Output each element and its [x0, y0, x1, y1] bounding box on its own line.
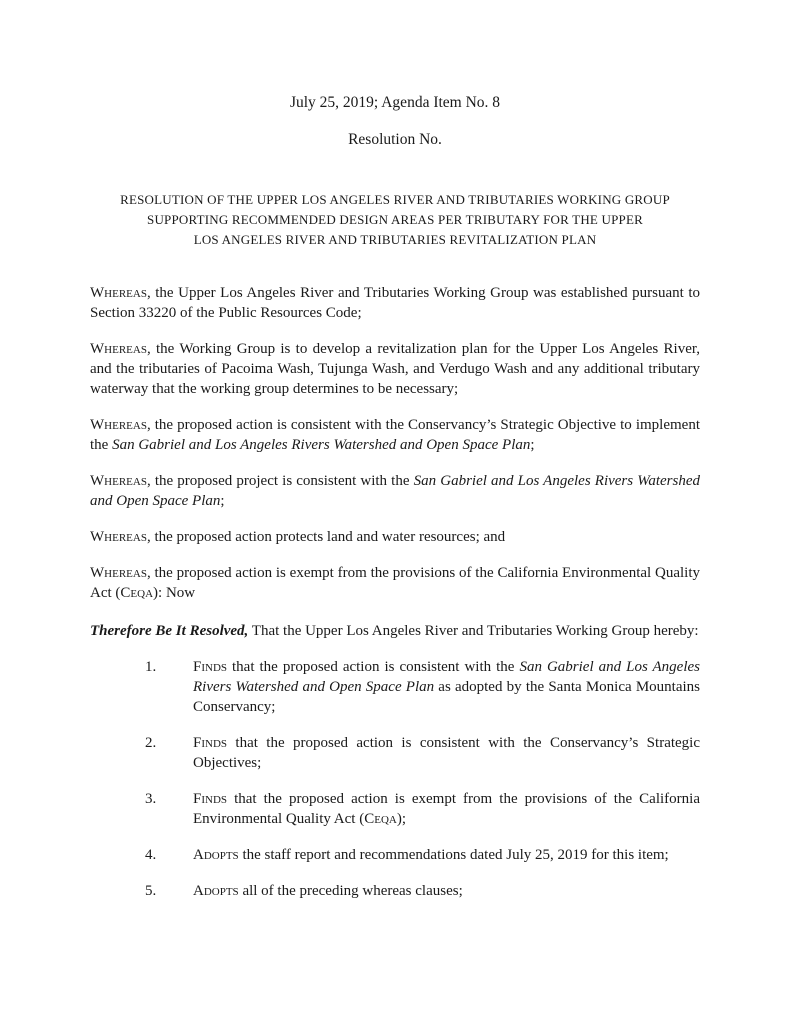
agenda-date-line: July 25, 2019; Agenda Item No. 8 [289, 94, 501, 111]
resolution-title-line-1: RESOLUTION OF THE UPPER LOS ANGELES RIVER AND TRIBUTARIES WORKING GROUP [120, 192, 670, 207]
resolutions-list [90, 657, 700, 901]
whereas-clause-3: Whereas, the proposed action is consistent with the Conservancy’s Strategic Objective to implement the San Gabriel and Los Angeles Rivers Watershed and Open Space Plan; [90, 417, 700, 453]
whereas-section [90, 283, 700, 641]
item-verb: Adopts [193, 883, 239, 899]
resolution-item-2 [145, 733, 700, 773]
item-text: Finds that the proposed action is consistent with the Conservancy’s Strategic Objectives; [193, 735, 700, 771]
resolution-title [90, 190, 700, 250]
whereas-lead: Whereas [90, 565, 147, 581]
item-verb: Adopts [193, 847, 239, 863]
whereas-lead: Whereas [90, 417, 147, 433]
whereas-clause-1: Whereas, the Upper Los Angeles River and Tributaries Working Group was established pursuant to Section 33220 of the Public Resources Code; [90, 285, 700, 321]
item-text: Finds that the proposed action is consistent with the San Gabriel and Los Angeles Rivers Watershed and Open Space Plan as adopted by the Santa Monica Mountains Conservancy; [193, 659, 700, 715]
resolution-number-line: Resolution No. [348, 131, 442, 148]
whereas-clause-2: Whereas, the Working Group is to develop a revitalization plan for the Upper Los Angeles River, and the tributaries of Pacoima Wash, Tujunga Wash, and Verdugo Wash and any additional tributary waterway that the working group determines to be necessary; [90, 341, 700, 397]
whereas-lead: Whereas [90, 285, 147, 301]
whereas-lead: Whereas [90, 473, 147, 489]
resolution-title-line-3: LOS ANGELES RIVER AND TRIBUTARIES REVITALIZATION PLAN [193, 232, 597, 247]
whereas-clause-5: Whereas, the proposed action protects land and water resources; and [90, 529, 506, 545]
item-number: 1. [145, 659, 157, 675]
item-verb: Finds [193, 659, 228, 675]
whereas-lead: Whereas [90, 341, 147, 357]
item-verb: Finds [193, 735, 228, 751]
document-content [90, 0, 700, 901]
item-number: 5. [145, 883, 157, 899]
ceqa-acronym: Ceqa [120, 585, 154, 601]
resolution-item-3 [145, 789, 700, 829]
item-number: 2. [145, 735, 157, 751]
resolution-item-5 [145, 881, 700, 901]
item-verb: Finds [193, 791, 228, 807]
item-number: 4. [145, 847, 157, 863]
item-text: Adopts all of the preceding whereas clauses; [193, 883, 463, 899]
ceqa-acronym: Ceqa [364, 811, 397, 827]
plan-title-italic: San Gabriel and Los Angeles Rivers Watershed and Open Space Plan [193, 659, 700, 695]
item-number: 3. [145, 791, 157, 807]
resolution-title-line-2: SUPPORTING RECOMMENDED DESIGN AREAS PER TRIBUTARY FOR THE UPPER [147, 212, 643, 227]
item-text: Finds that the proposed action is exempt from the provisions of the California Environmental Quality Act (Ceqa); [193, 791, 700, 827]
whereas-clause-4: Whereas, the proposed project is consistent with the San Gabriel and Los Angeles Rivers Watershed and Open Space Plan; [90, 473, 700, 509]
whereas-lead: Whereas [90, 529, 147, 545]
resolution-item-4 [145, 845, 700, 865]
resolved-clause: Therefore Be It Resolved, That the Upper Los Angeles River and Tributaries Working Group hereby: [90, 623, 699, 639]
item-text: Adopts the staff report and recommendations dated July 25, 2019 for this item; [193, 847, 669, 863]
plan-title-italic: San Gabriel and Los Angeles Rivers Watershed and Open Space Plan [90, 473, 700, 509]
whereas-clause-6: Whereas, the proposed action is exempt from the provisions of the California Environmental Quality Act (Ceqa): Now [90, 565, 700, 601]
plan-title-italic: San Gabriel and Los Angeles Rivers Watershed and Open Space Plan [112, 437, 531, 453]
resolved-lead: Therefore Be It Resolved, [90, 623, 249, 639]
resolution-item-1 [145, 657, 700, 717]
